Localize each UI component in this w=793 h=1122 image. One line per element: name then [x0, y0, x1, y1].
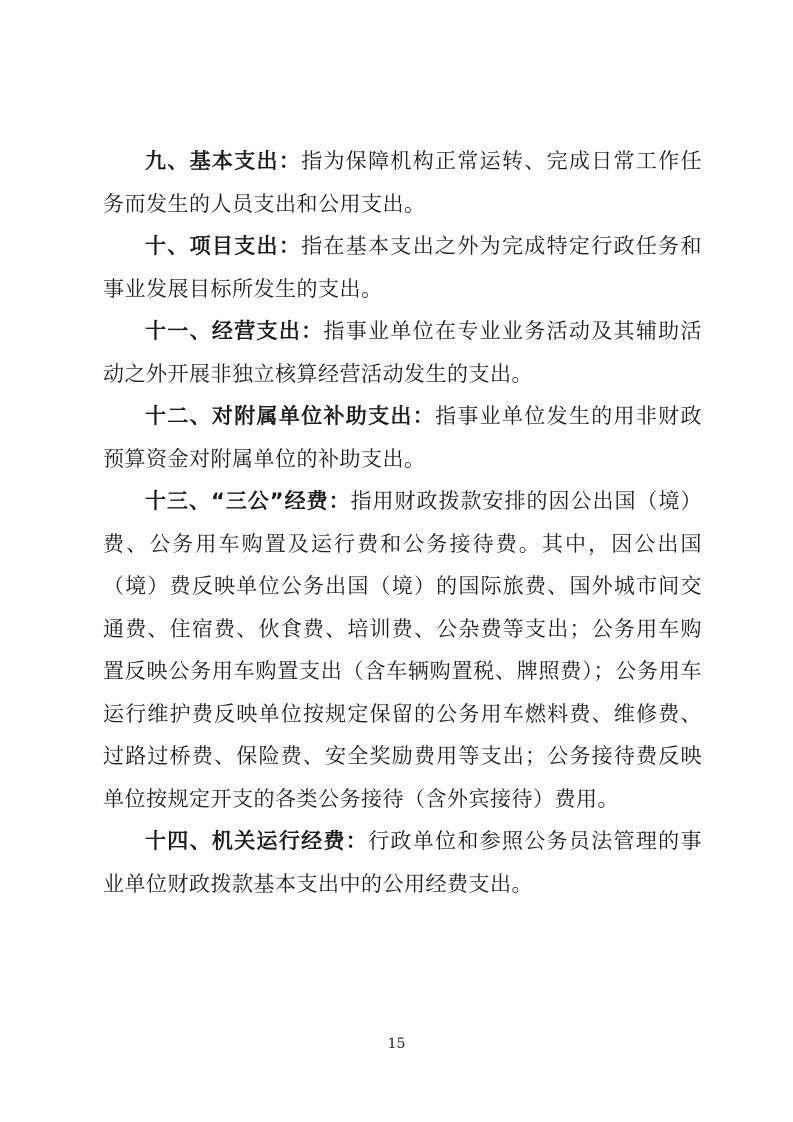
definition-text: 行政单位和参照公务员法管理的事业单位财政拨款基本支出中的公用经费支出。: [103, 829, 702, 896]
definition-paragraph: [103, 225, 702, 310]
definition-text: 指在基本支出之外为完成特定行政任务和事业发展目标所发生的支出。: [103, 234, 702, 301]
definition-text: 指用财政拨款安排的因公出国（境）费、公务用车购置及运行费和公务接待费。其中，因公出国（境）费反映单位公务出国（境）的国际旅费、国外城市间交通费、住宿费、伙食费、培训费、公杂费等支出；公务用车购置反映公务用车购置支出（含车辆购置税、牌照费）；公务用车运行维护费反映单位按规定保留的公务用车燃料费、维修费、过路过桥费、保险费、安全奖励费用等支出；公务接待费反映单位按规定开支的各类公务接待（含外宾接待）费用。: [103, 489, 702, 811]
page-number: 15: [387, 1036, 406, 1052]
term-label: 十一、经营支出：: [145, 319, 324, 343]
definition-text: 指事业单位在专业业务活动及其辅助活动之外开展非独立核算经营活动发生的支出。: [103, 319, 702, 386]
definition-text: 指为保障机构正常运转、完成日常工作任务而发生的人员支出和公用支出。: [103, 149, 702, 216]
term-label: 十四、机关运行经费：: [145, 829, 369, 853]
term-label: 九、基本支出：: [145, 149, 302, 173]
term-label: 十二、对附属单位补助支出：: [145, 404, 436, 428]
definition-paragraph: [103, 820, 702, 905]
definition-paragraph: [103, 395, 702, 480]
document-body: [103, 140, 702, 905]
definition-text: 指事业单位发生的用非财政预算资金对附属单位的补助支出。: [103, 404, 702, 471]
definition-paragraph: [103, 140, 702, 225]
term-label: 十三、“三公”经费：: [145, 489, 351, 513]
definition-paragraph: [103, 480, 702, 820]
term-label: 十、项目支出：: [145, 234, 302, 258]
definition-paragraph: [103, 310, 702, 395]
